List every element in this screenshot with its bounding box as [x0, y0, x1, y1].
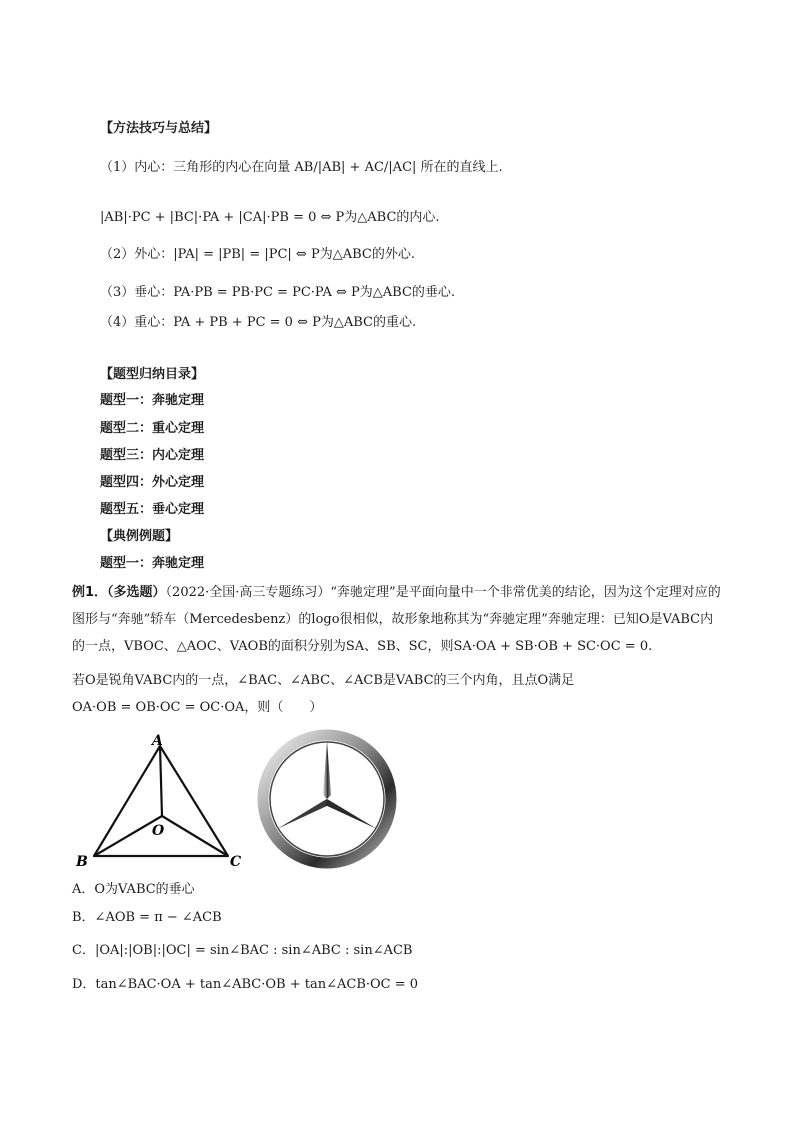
catalog-item: 题型五：垂心定理 — [100, 502, 205, 517]
incenter-statement: （1）内心：三角形的内心在向量 AB/|AB| + AC/|AC| 所在的直线上. — [100, 160, 503, 175]
example1-paragraph — [72, 579, 722, 660]
orthocenter-condition: （3）垂心：PA·PB = PB·PC = PC·PA ⇔ P为△ABC的垂心. — [100, 285, 456, 300]
option-c: C．|OA|:|OB|:|OC| = sin∠BAC : sin∠ABC : sin∠ACB — [72, 943, 413, 958]
vertex-label-c: C — [230, 854, 242, 870]
example1-text-3: OA·OB = OB·OC = OC·OA，则（ ） — [72, 700, 323, 715]
examples-heading: 【典例例题】 — [100, 529, 179, 544]
example1-text-2: 若O是锐角VABC内的一点，∠BAC、∠ABC、∠ACB是VABC的三个内角，且点O满足 — [72, 673, 575, 688]
example1-prefix: 例1．（多选题） — [72, 585, 166, 600]
method-heading: 【方法技巧与总结】 — [100, 121, 218, 136]
segment-oc — [162, 816, 228, 856]
example1-text: （2022·全国·高三专题练习）“奔驰定理”是平面向量中一个非常优美的结论，因为这个定理对应的图形与“奔驰”轿车（Mercedesbenz）的logo很相似，故形象地称其为“奔驰定理”奔驰定理：已知O是VABC内的一点，VBOC、△AOC、VAOB的面积分别为SA、SB、SC，则SA·OA + SB·OB + SC·OC = 0. — [72, 585, 721, 654]
circumcenter-condition: （2）外心：|PA| = |PB| = |PC| ⇔ P为△ABC的外心. — [100, 247, 415, 262]
option-d: D．tan∠BAC·OA + tan∠ABC·OB + tan∠ACB·OC = 0 — [72, 977, 419, 992]
catalog-heading: 【题型归纳目录】 — [100, 367, 205, 382]
example-type-label: 题型一：奔驰定理 — [100, 556, 205, 571]
segment-oa — [160, 746, 162, 816]
option-b: B．∠AOB = π − ∠ACB — [72, 910, 222, 925]
vertex-label-b: B — [76, 854, 88, 870]
mercedes-logo-image — [250, 729, 405, 869]
incenter-condition: |AB|·PC + |BC|·PA + |CA|·PB = 0 ⇔ P为△ABC的内心. — [100, 210, 440, 225]
option-a: A．O为VABC的垂心 — [72, 882, 195, 897]
catalog-item: 题型二：重心定理 — [100, 421, 205, 436]
point-label-o: O — [152, 823, 165, 839]
centroid-condition: （4）重心：PA + PB + PC = 0 ⇔ P为△ABC的重心. — [100, 315, 417, 330]
catalog-item: 题型四：外心定理 — [100, 475, 205, 490]
catalog-item: 题型一：奔驰定理 — [100, 393, 205, 408]
catalog-item: 题型三：内心定理 — [100, 448, 205, 463]
triangle-figure — [72, 732, 252, 872]
vertex-label-a: A — [152, 733, 163, 749]
